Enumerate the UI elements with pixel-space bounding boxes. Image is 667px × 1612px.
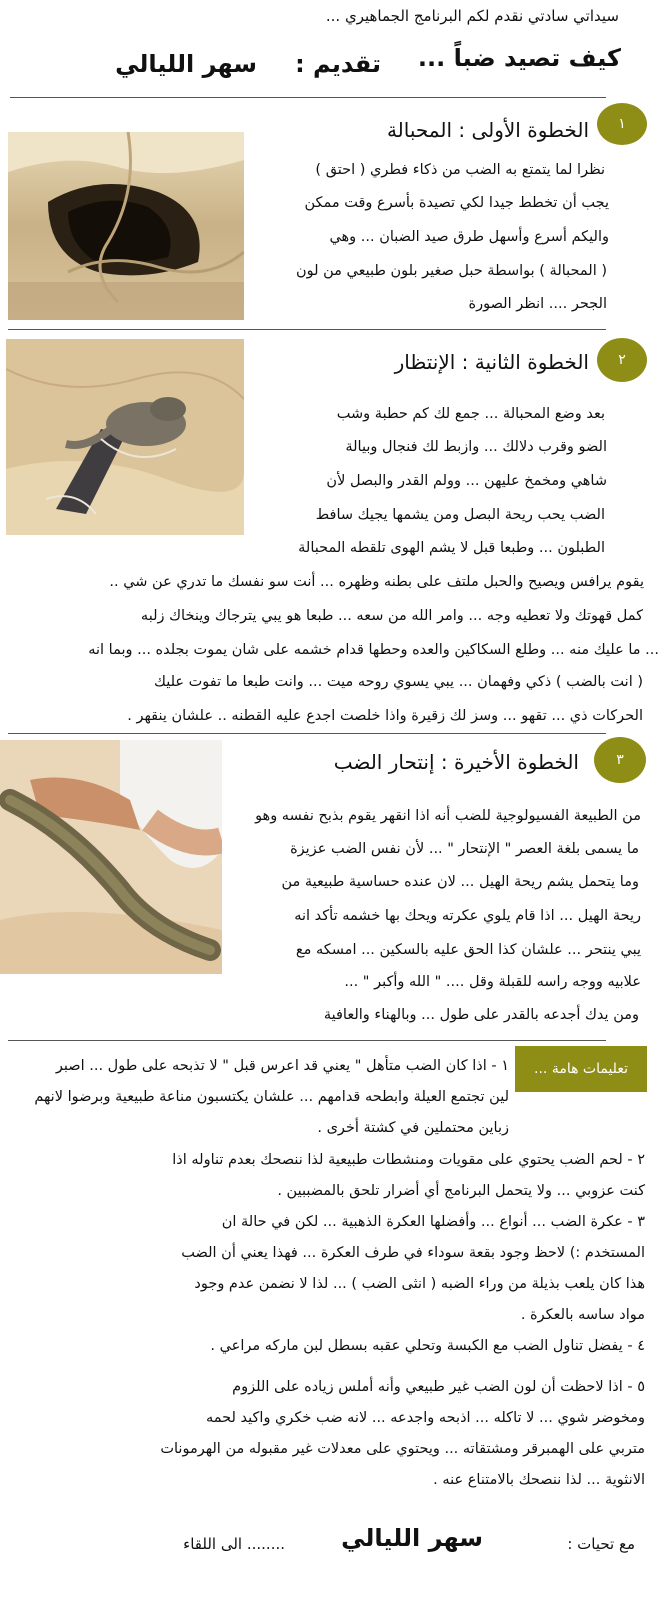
step1-line: نظرا لما يتمتع به الضب من ذكاء فطري ( احتق ): [315, 162, 605, 178]
step3-line: يبي ينتحر ... علشان كذا الحق عليه بالسكين ... امسكه مع: [295, 942, 641, 958]
step2-line: بعد وضع المحبالة ... جمع لك كم حطبة وشب: [336, 406, 605, 422]
step2-line: الضو وقرب دلالك ... وازبط لك فنجال وبيالة: [345, 439, 607, 455]
instruction-line: الانثوية ... لذا ننصحك بالامتناع عنه .: [433, 1472, 645, 1488]
footer-farewell: ........ الى اللقاء: [183, 1535, 285, 1553]
instruction-line: ٥ - اذا لاحظت أن لون الضب غير طبيعي وأنه أملس زياده على اللزوم: [232, 1379, 645, 1395]
divider: [8, 1040, 606, 1041]
instruction-line: هذا كان يلعب بذيلة من وراء الضبه ( انثى الضب ) ... لذا لا نضمن عدم وجود: [194, 1276, 645, 1292]
divider: [10, 97, 606, 98]
step2-number-badge: ٢: [597, 338, 647, 382]
instruction-line: زباين محتملين في كشتة أخرى .: [317, 1120, 509, 1136]
step2-wide-line: ( انت بالضب ) ذكي وفهمان ... يبي يسوي روحه ميت ... وانت طبعا ما تفوت عليك: [153, 674, 643, 690]
step2-line: شاهي ومخمخ عليهن ... وولم القدر والبصل لأن: [326, 473, 607, 489]
step2-wide-line: كمل قهوتك ولا تعطيه وجه ... وامر الله من سعه ... طبعا هو يبي يترجاك وينخاك زلبه: [140, 608, 643, 624]
snare-trap-photo: [8, 132, 244, 320]
divider: [8, 733, 606, 734]
step3-line: من الطبيعة الفسيولوجية للضب أنه اذا انقهر يقوم بذبح نفسه وهو: [255, 808, 641, 824]
instruction-line: ٢ - لحم الضب يحتوي على مقويات ومنشطات طبيعية لذا ننصحك بعدم تناوله اذا: [172, 1152, 645, 1168]
instruction-line: ومخوضر شوي ... لا تاكله ... اذبحه واجدعه ... لانه ضب خكري واكيد لحمه: [205, 1410, 645, 1426]
step1-line: واليكم أسرع وأسهل طرق صيد الضبان ... وهي: [329, 229, 609, 245]
step2-title: الخطوة الثانية : الإنتظار: [394, 350, 589, 374]
step1-title: الخطوة الأولى : المحبالة: [386, 118, 589, 142]
step2-wide-line: ... ما عليك منه ... وطلع السكاكين والعده وحطها قدام خشمه على شان يموت بجلده ... وبما انه: [88, 642, 659, 658]
trapped-lizard-photo: [6, 339, 244, 535]
step1-line: الجحر .... انظر الصورة: [468, 296, 607, 312]
instruction-line: ١ - اذا كان الضب متأهل " يعني قد اعرس قبل " لا تذبحه على طول ... اصبر: [55, 1058, 509, 1074]
instruction-line: لين تجتمع العيلة وابطحه قدامهم ... علشان يكتسبون مناعة طبيعية وبرضوا لانهم: [34, 1089, 509, 1105]
step3-line: علابيه ووجه راسه للقبلة وقل .... " الله وأكبر " ...: [344, 974, 641, 990]
step3-line: ما يسمى بلغة العصر " الإنتحار " ... لأن نفس الضب عزيزة: [290, 841, 639, 857]
intro-text: سيداتي سادتي نقدم لكم البرنامج الجماهيري ...: [325, 7, 619, 25]
step2-wide-line: يقوم يرافس ويصيح والحبل ملتف على بطنه وظهره ... أنت سو نفسك ما تدري عن شي ..: [109, 574, 644, 590]
instruction-line: ٣ - عكرة الضب ... أنواع ... وأفضلها العكرة الذهبية ... لكن في حالة ان: [221, 1214, 645, 1230]
step2-line: الطبلون ... وطبعا قبل لا يشم الهوى تلقطه المحبالة: [298, 540, 605, 556]
step1-line: يجب أن تخطط جيدا لكي تصيدة بأسرع وقت ممكن: [304, 195, 609, 211]
instruction-line: مواد ساسه بالعكرة .: [520, 1307, 645, 1323]
step2-wide-line: الحركات ذي ... تقهو ... وسز لك زقيرة واذا خلصت اجدع عليه القطنه .. علشان ينقهر .: [127, 708, 643, 724]
step2-line: الضب يحب ريحة البصل ومن يشمها يجيك سافط: [315, 507, 605, 523]
instruction-line: كنت عزوبي ... ولا يتحمل البرنامج أي أضرار تلحق بالمضببين .: [277, 1183, 645, 1199]
step3-number-badge: ٣: [594, 737, 646, 783]
instruction-line: المستخدم :) لاحظ وجود بقعة سوداء في طرف العكرة ... فهذا يعني أن الضب: [181, 1245, 645, 1261]
presenter-name: سهر الليالي: [115, 50, 257, 78]
step1-line: ( المحبالة ) بواسطة حبل صغير بلون طبيعي من لون: [295, 263, 607, 279]
step1-number-badge: ١: [597, 103, 647, 145]
hand-holding-lizard-photo: [0, 740, 222, 974]
footer-greeting: مع تحيات :: [567, 1535, 635, 1553]
step3-line: ريحة الهيل ... اذا قام يلوي عكرته ويحك بها خشمه تأكد انه: [294, 908, 641, 924]
step3-line: وما يتحمل يشم ريحة الهيل ... لان عنده حساسية طبيعية من: [281, 874, 639, 890]
footer-name: سهر الليالي: [341, 1524, 483, 1552]
step3-line: ومن يدك أجدعه بالقدر على طول ... وبالهناء والعافية: [323, 1007, 639, 1023]
divider: [8, 329, 606, 330]
page-title: كيف تصيد ضباً ...: [417, 44, 621, 72]
presenter-label: تقديم :: [295, 50, 381, 78]
instructions-label: تعليمات هامة ...: [515, 1046, 647, 1092]
step3-title: الخطوة الأخيرة : إنتحار الضب: [333, 750, 579, 774]
instruction-line: متربي على الهمبرقر ومشتقاته ... ويحتوي على معدلات غير مقبوله من الهرمونات: [160, 1441, 645, 1457]
instruction-line: ٤ - يفضل تناول الضب مع الكبسة وتحلي عقبه بسطل لبن ماركه مراعي .: [210, 1338, 645, 1354]
